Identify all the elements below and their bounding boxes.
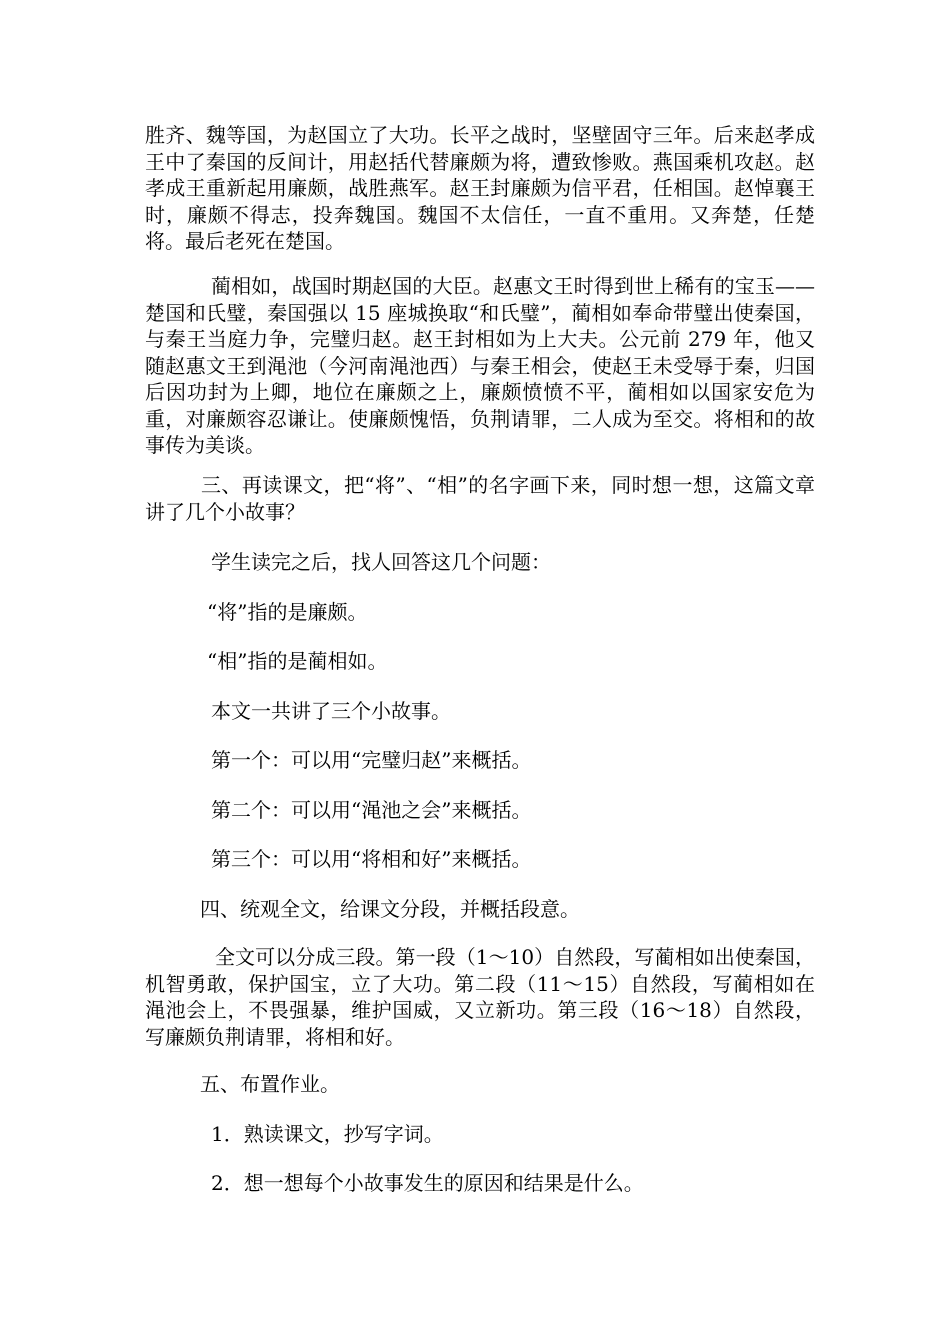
step4-title: 四、统观全文，给课文分段，并概括段意。	[200, 897, 580, 921]
answer-general: “将”指的是廉颇。	[207, 600, 368, 624]
answer-story-2: 第二个：可以用“渑池之会”来概括。	[211, 798, 532, 822]
answer-intro: 学生读完之后，找人回答这几个问题：	[211, 550, 551, 574]
step4-segmentation: 全文可以分成三段。第一段（1～10）自然段，写蔺相如出使秦国，机智勇敢，保护国宝，立了大功。第二段（11～15）自然段，写蔺相如在渑池会上，不畏强暴，维护国威，又立新功。第三段（16～18）自然段，写廉颇负荆请罪，将相和好。	[145, 945, 815, 1049]
step3-question: 三、再读课文，把“将”、“相”的名字画下来，同时想一想，这篇文章讲了几个小故事？	[145, 473, 815, 524]
lianpo-history-paragraph: 胜齐、魏等国，为赵国立了大功。长平之战时，坚壁固守三年。后来赵孝成王中了秦国的反间计，用赵括代替廉颇为将，遭致惨败。燕国乘机攻赵。赵孝成王重新起用廉颇，战胜燕军。赵王封廉颇为信平君，任相国。赵悼襄王时，廉颇不得志，投奔魏国。魏国不太信任，一直不重用。又奔楚，任楚将。最后老死在楚国。	[145, 123, 815, 253]
step5-title: 五、布置作业。	[200, 1072, 340, 1096]
answer-story-1: 第一个：可以用“完璧归赵”来概括。	[211, 748, 532, 772]
answer-minister: “相”指的是蔺相如。	[207, 649, 388, 673]
linxiangru-history-paragraph: 蔺相如，战国时期赵国的大臣。赵惠文王时得到世上稀有的宝玉——楚国和氏璧，秦国强以 15 座城换取“和氏璧”，蔺相如奉命带璧出使秦国，与秦王当庭力争，完璧归赵。赵王封相如为上大夫。公元前 279 年，他又随赵惠文王到渑池（今河南渑池西）与秦王相会，使赵王未受辱于秦，归国后因功封为上卿，地位在廉颇之上，廉颇愤愤不平，蔺相如以国家安危为重，对廉颇容忍谦让。使廉颇愧悟，负荆请罪，二人成为至交。将相和的故事传为美谈。	[145, 274, 815, 457]
answer-story-count: 本文一共讲了三个小故事。	[211, 699, 451, 723]
answer-story-3: 第三个：可以用“将相和好”来概括。	[211, 847, 532, 871]
homework-item-2: 2．想一想每个小故事发生的原因和结果是什么。	[211, 1171, 644, 1195]
homework-item-1: 1．熟读课文，抄写字词。	[211, 1122, 444, 1146]
